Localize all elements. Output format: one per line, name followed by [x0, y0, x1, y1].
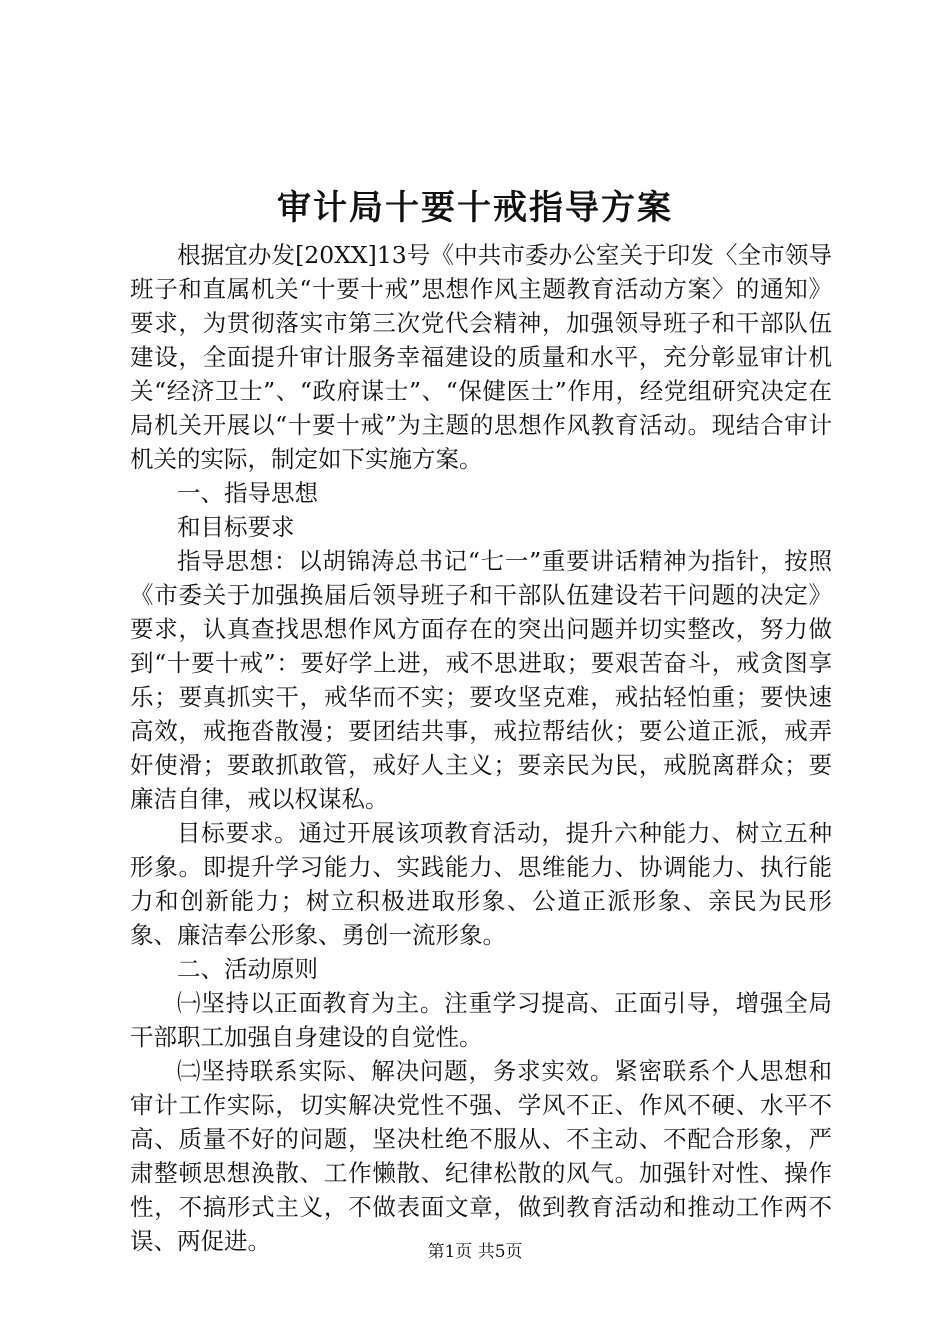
section-heading-goals: 和目标要求 — [177, 513, 295, 541]
paragraph-principle-2: ㈡坚持联系实际、解决问题，务求实效。紧密联系个人思想和审计工作实际，切实解决党性不强、学风不正、作风不硬、水平不高、质量不好的问题，坚决杜绝不服从、不主动、不配合形象，严肃整顿思想涣散、工作懒散、纪律松散的风气。加强针对性、操作性，不搞形式主义，不做表面文章，做到教育活动和推动工作两不误、两促进。 — [130, 1057, 832, 1255]
section-heading-principles: 二、活动原则 — [177, 955, 318, 983]
paragraph-principle-1: ㈠坚持以正面教育为主。注重学习提高、正面引导，增强全局干部职工加强自身建设的自觉性。 — [130, 989, 832, 1051]
paragraph-intro: 根据宜办发[20XX]13号《中共市委办公室关于印发〈全市领导班子和直属机关“十要十戒”思想作风主题教育活动方案〉的通知》要求，为贯彻落实市第三次党代会精神，加强领导班子和干部队伍建设，全面提升审计服务幸福建设的质量和水平，充分彰显审计机关“经济卫士”、“政府谋士”、“保健医士”作用，经党组研究决定在局机关开展以“十要十戒”为主题的思想作风教育活动。现结合审计机关的实际，制定如下实施方案。 — [130, 241, 832, 473]
document-body — [130, 238, 832, 1258]
section-heading-guiding-thought: 一、指导思想 — [177, 479, 318, 507]
paragraph-goal-requirements: 目标要求。通过开展该项教育活动，提升六种能力、树立五种形象。即提升学习能力、实践能力、思维能力、协调能力、执行能力和创新能力；树立积极进取形象、公道正派形象、亲民为民形象、廉洁奉公形象、勇创一流形象。 — [130, 819, 832, 949]
page-number: 第1页 共5页 — [427, 1242, 523, 1262]
paragraph-guiding-thought: 指导思想：以胡锦涛总书记“七一”重要讲话精神为指针，按照《市委关于加强换届后领导班子和干部队伍建设若干问题的决定》要求，认真查找思想作风方面存在的突出问题并切实整改，努力做到“十要十戒”：要好学上进，戒不思进取；要艰苦奋斗，戒贪图享乐；要真抓实干，戒华而不实；要攻坚克难，戒拈轻怕重；要快速高效，戒拖沓散漫；要团结共事，戒拉帮结伙；要公道正派，戒弄奸使滑；要敢抓敢管，戒好人主义；要亲民为民，戒脱离群众；要廉洁自律，戒以权谋私。 — [130, 547, 832, 813]
document-title: 审计局十要十戒指导方案 — [277, 188, 673, 228]
